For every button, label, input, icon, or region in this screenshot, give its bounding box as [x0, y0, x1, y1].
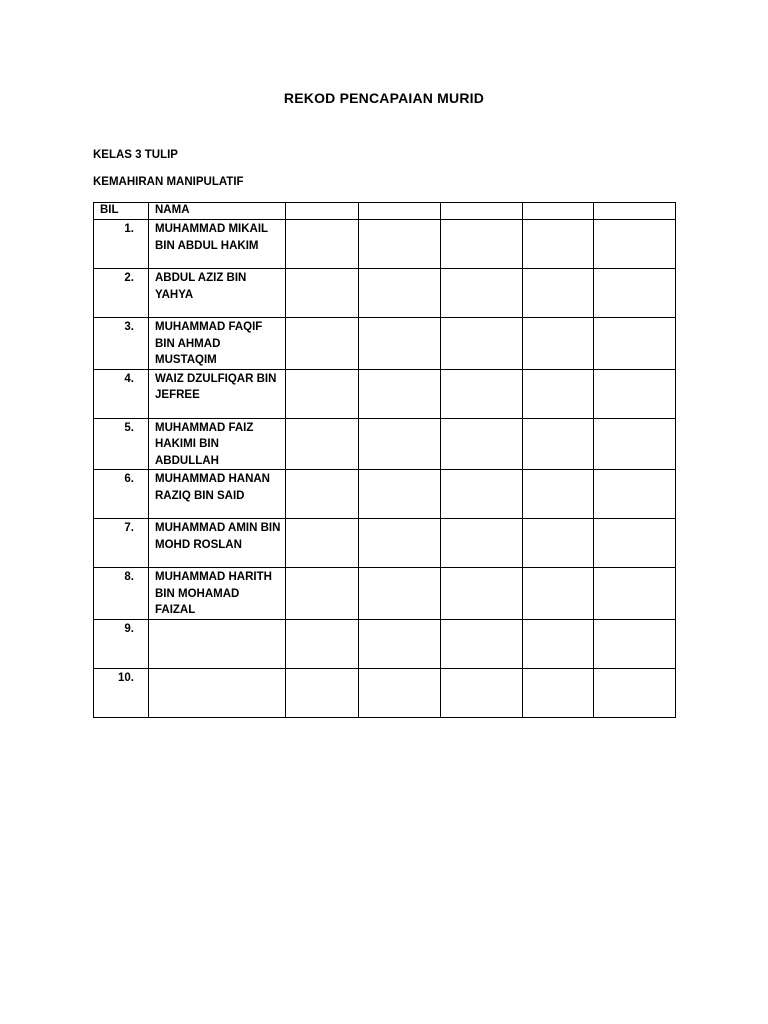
table-row: [94, 668, 676, 717]
achievement-table: [93, 202, 676, 718]
student-name: [149, 668, 286, 717]
score-cell: [359, 269, 441, 318]
row-number: 8.: [94, 568, 149, 620]
score-cell: [359, 619, 441, 668]
score-cell: [441, 220, 523, 269]
score-cell: [594, 318, 676, 370]
score-cell: [441, 418, 523, 470]
score-cell: [286, 418, 359, 470]
score-cell: [594, 668, 676, 717]
score-cell: [594, 418, 676, 470]
score-cell: [523, 568, 594, 620]
row-number: 3.: [94, 318, 149, 370]
score-cell: [359, 418, 441, 470]
score-cell: [441, 318, 523, 370]
table-row: [94, 568, 676, 620]
score-cell: [594, 519, 676, 568]
table-row: [94, 519, 676, 568]
score-cell: [594, 619, 676, 668]
student-name: MUHAMMAD HARITH BIN MOHAMAD FAIZAL: [149, 568, 286, 620]
row-number: 2.: [94, 269, 149, 318]
score-cell: [594, 269, 676, 318]
score-cell: [359, 568, 441, 620]
score-cell: [441, 668, 523, 717]
score-cell: [523, 418, 594, 470]
table-row: [94, 470, 676, 519]
header-blank-5: [594, 203, 676, 220]
score-cell: [286, 220, 359, 269]
row-number: 6.: [94, 470, 149, 519]
score-cell: [594, 568, 676, 620]
score-cell: [523, 269, 594, 318]
table-header-row: [94, 203, 676, 220]
score-cell: [286, 470, 359, 519]
score-cell: [286, 568, 359, 620]
row-number: 10.: [94, 668, 149, 717]
student-name: MUHAMMAD FAIZ HAKIMI BIN ABDULLAH: [149, 418, 286, 470]
student-name: MUHAMMAD FAQIF BIN AHMAD MUSTAQIM: [149, 318, 286, 370]
score-cell: [594, 220, 676, 269]
row-number: 1.: [94, 220, 149, 269]
header-nama: NAMA: [149, 203, 286, 220]
student-name: MUHAMMAD AMIN BIN MOHD ROSLAN: [149, 519, 286, 568]
skill-label: KEMAHIRAN MANIPULATIF: [93, 176, 244, 188]
row-number: 9.: [94, 619, 149, 668]
score-cell: [286, 519, 359, 568]
header-blank-3: [441, 203, 523, 220]
table-row: [94, 269, 676, 318]
row-number: 5.: [94, 418, 149, 470]
score-cell: [441, 369, 523, 418]
score-cell: [523, 519, 594, 568]
score-cell: [359, 668, 441, 717]
header-bil: BIL: [94, 203, 149, 220]
score-cell: [286, 369, 359, 418]
score-cell: [523, 619, 594, 668]
score-cell: [359, 470, 441, 519]
student-name: ABDUL AZIZ BIN YAHYA: [149, 269, 286, 318]
score-cell: [441, 269, 523, 318]
header-blank-1: [286, 203, 359, 220]
score-cell: [359, 318, 441, 370]
score-cell: [594, 470, 676, 519]
score-cell: [441, 519, 523, 568]
student-name: MUHAMMAD MIKAIL BIN ABDUL HAKIM: [149, 220, 286, 269]
row-number: 4.: [94, 369, 149, 418]
student-name: [149, 619, 286, 668]
score-cell: [441, 619, 523, 668]
score-cell: [523, 668, 594, 717]
score-cell: [594, 369, 676, 418]
table-row: [94, 619, 676, 668]
table-row: [94, 318, 676, 370]
header-blank-2: [359, 203, 441, 220]
score-cell: [441, 568, 523, 620]
header-blank-4: [523, 203, 594, 220]
score-cell: [359, 220, 441, 269]
score-cell: [286, 318, 359, 370]
score-cell: [523, 318, 594, 370]
document-title: REKOD PENCAPAIAN MURID: [283, 90, 485, 106]
score-cell: [441, 470, 523, 519]
score-cell: [286, 668, 359, 717]
score-cell: [359, 519, 441, 568]
score-cell: [523, 369, 594, 418]
class-label: KELAS 3 TULIP: [93, 149, 178, 161]
score-cell: [359, 369, 441, 418]
student-name: WAIZ DZULFIQAR BIN JEFREE: [149, 369, 286, 418]
table-row: [94, 369, 676, 418]
student-name: MUHAMMAD HANAN RAZIQ BIN SAID: [149, 470, 286, 519]
table-row: [94, 220, 676, 269]
score-cell: [286, 619, 359, 668]
row-number: 7.: [94, 519, 149, 568]
score-cell: [523, 220, 594, 269]
score-cell: [286, 269, 359, 318]
table-body: [94, 220, 676, 718]
score-cell: [523, 470, 594, 519]
table-row: [94, 418, 676, 470]
